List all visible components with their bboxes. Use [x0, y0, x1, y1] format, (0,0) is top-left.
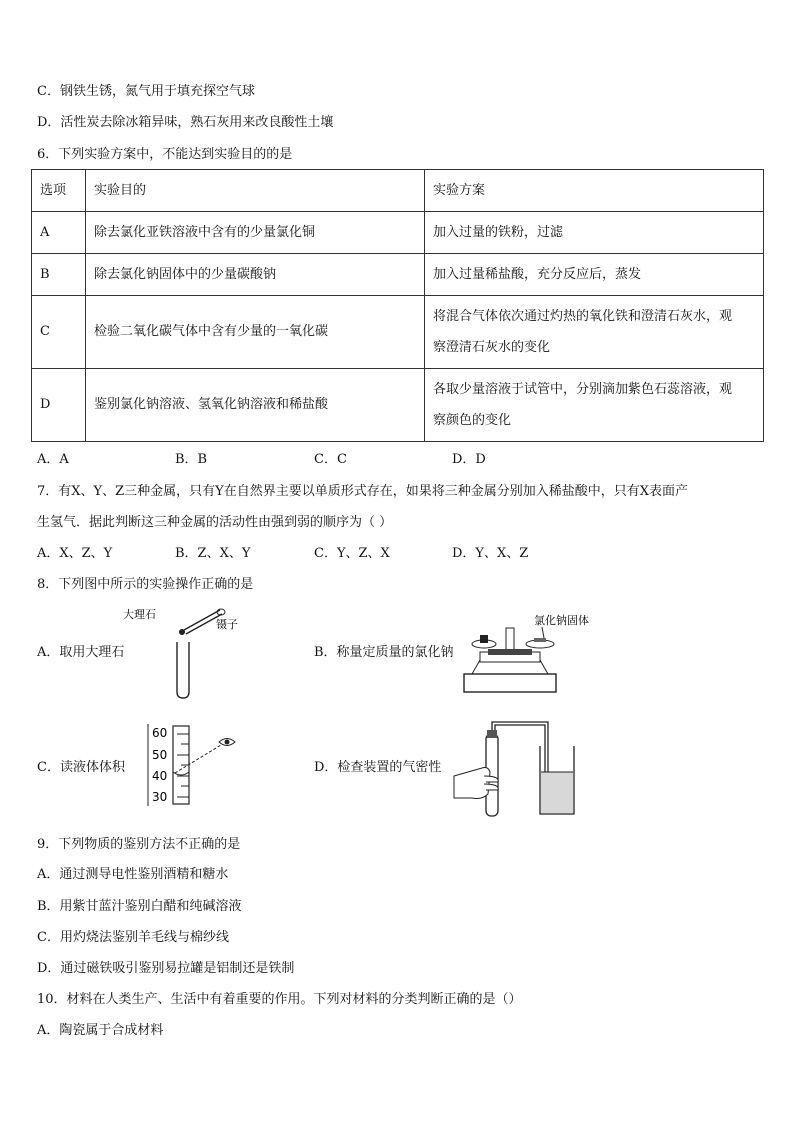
row-option: C — [32, 296, 86, 369]
marble-label: 大理石 — [123, 608, 156, 621]
q8-option-b: B．称量定质量的氯化钠 — [314, 645, 454, 660]
q7-choice-b: B．Z、X、Y — [175, 546, 251, 561]
row-plan-line2: 察颜色的变化 — [433, 413, 512, 428]
q10-option-a: A．陶瓷属于合成材料 — [37, 1023, 164, 1038]
table-row — [32, 254, 764, 296]
tick-40: 40 — [152, 769, 168, 783]
row-option: D — [32, 369, 86, 442]
row-goal: 鉴别氯化钠溶液、氢氧化钠溶液和稀盐酸 — [86, 369, 425, 442]
q7-choice-d: D．Y、X、Z — [452, 546, 529, 561]
q6-choice-a: A．A — [37, 452, 69, 467]
row-goal: 除去氯化亚铁溶液中含有的少量氯化铜 — [86, 212, 425, 254]
balance-base — [464, 674, 556, 692]
q8-option-a: A．取用大理石 — [37, 645, 125, 660]
nacl-label: 氯化钠固体 — [534, 614, 589, 627]
balance-figure — [462, 608, 622, 698]
q7-stem-line2: 生氢气．据此判断这三种金属的活动性由强到弱的顺序为（ ） — [37, 515, 393, 530]
q5-option-c: C．钢铁生锈，氮气用于填充探空气球 — [37, 84, 255, 99]
q9-stem: 9．下列物质的鉴别方法不正确的是 — [37, 837, 241, 852]
header-plan: 实验方案 — [425, 170, 764, 212]
q7-stem-line1: 7．有X、Y、Z三种金属，只有Y在自然界主要以单质形式存在，如果将三种金属分别加入稀盐酸中，只有X表面产 — [37, 484, 688, 499]
row-plan — [425, 369, 764, 442]
sight-line — [175, 745, 221, 773]
q7-choice-a: A．X、Z、Y — [37, 546, 113, 561]
cylinder-reading-figure — [143, 722, 253, 808]
test-tube — [177, 642, 189, 698]
row-option: B — [32, 254, 86, 296]
marble-icon — [179, 629, 185, 635]
q6-stem: 6．下列实验方案中，不能达到实验目的的是 — [37, 147, 293, 162]
row-option: A — [32, 212, 86, 254]
q6-choice-c: C．C — [314, 452, 347, 467]
row-plan: 加入过量的铁粉，过滤 — [425, 212, 764, 254]
q9-option-b: B．用紫甘蓝汁鉴别白醋和纯碱溶液 — [37, 899, 242, 914]
table-row — [32, 369, 764, 442]
header-goal: 实验目的 — [86, 170, 425, 212]
row-plan-line1: 将混合气体依次通过灼热的氧化铁和澄清石灰水，观 — [433, 309, 733, 324]
q8-option-d: D．检查装置的气密性 — [314, 760, 442, 775]
header-option: 选项 — [32, 170, 86, 212]
hand-icon — [454, 768, 490, 799]
row-plan — [425, 296, 764, 369]
tick-60: 60 — [152, 726, 168, 740]
water — [541, 772, 573, 813]
row-goal: 除去氯化钠固体中的少量碳酸钠 — [86, 254, 425, 296]
row-plan-line2: 察澄清石灰水的变化 — [433, 340, 551, 355]
tick-50: 50 — [152, 748, 168, 762]
row-plan-line1: 各取少量溶液于试管中，分别滴加紫色石蕊溶液，观 — [433, 382, 733, 397]
q9-option-c: C．用灼烧法鉴别羊毛线与棉纱线 — [37, 930, 229, 945]
row-goal: 检验二氧化碳气体中含有少量的一氧化碳 — [86, 296, 425, 369]
table-header-row — [32, 170, 764, 212]
table-row — [32, 212, 764, 254]
table-row — [32, 296, 764, 369]
q6-table — [31, 169, 764, 442]
q10-stem: 10．材料在人类生产、生活中有着重要的作用。下列对材料的分类判断正确的是（） — [37, 992, 522, 1007]
q6-choice-b: B．B — [175, 452, 208, 467]
tick-30: 30 — [152, 790, 168, 804]
q8-option-c: C．读液体体积 — [37, 760, 125, 775]
q7-choice-c: C．Y、Z、X — [314, 546, 390, 561]
q9-option-a: A．通过测导电性鉴别酒精和糖水 — [37, 867, 229, 882]
q6-choice-d: D．D — [452, 452, 486, 467]
marble-tube-figure — [120, 600, 250, 705]
row-plan: 加入过量稀盐酸，充分反应后，蒸发 — [425, 254, 764, 296]
airtightness-figure — [452, 720, 592, 820]
q5-option-d: D．活性炭去除冰箱异味，熟石灰用来改良酸性土壤 — [37, 115, 334, 130]
q9-option-d: D．通过磁铁吸引鉴别易拉罐是铝制还是铁制 — [37, 961, 295, 976]
q8-stem: 8．下列图中所示的实验操作正确的是 — [37, 577, 254, 592]
tweezers-icon — [184, 610, 220, 630]
tweezers-label: 镊子 — [216, 618, 238, 631]
